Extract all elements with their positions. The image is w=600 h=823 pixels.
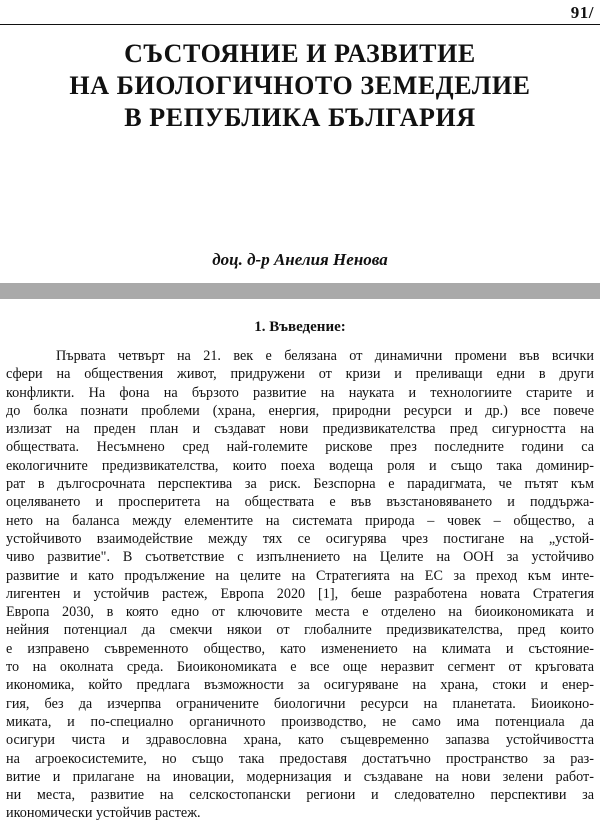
text-line: обществата. Несъмнено сред най-големите рискове през последните години са <box>6 439 594 456</box>
text-line: чиво развитие". В съответствие с изпълнението на Целите на ООН за устойчиво <box>6 549 594 566</box>
text-line: нето на баланса между елементите на системата природа – човек – общество, а <box>6 512 594 529</box>
section-heading: 1. Въведение: <box>254 319 346 335</box>
text-line: нейния потенциал да смекчи някои от глобалните предизвикателства, пред които <box>6 622 594 639</box>
text-line: витие и прилагане на иновации, модернизация и създаване на нови зелени работ- <box>6 768 594 785</box>
text-line: устойчивото взаимодействие между тях се осигурява чрез постигане на „устой- <box>6 530 594 547</box>
text-line: Първата четвърт на 21. век е белязана от динамични промени във всички <box>56 348 594 364</box>
text-line: икономика, който предлага възможности за осигуряване на храна, стоки и енер- <box>6 677 594 694</box>
text-line: оцеляването и просперитета на обществата е във възстановяването и поддържа- <box>6 494 594 511</box>
title-line: В РЕПУБЛИКА БЪЛГАРИЯ <box>124 103 476 132</box>
text-line: е изправено съвременното общество, като изменението на климата и състояние- <box>6 640 594 657</box>
page-number: 91/ <box>570 3 594 22</box>
text-line: развитие и като продължение на целите на Стратегията на ЕС за преход към инте- <box>6 567 594 584</box>
text-line: лигентен и устойчив растеж, Европа 2020 [1], беше разработена новата Стратегия <box>6 585 594 602</box>
author-name: доц. д-р Анелия Ненова <box>212 250 388 269</box>
text-line: осигури чиста и здравословна храна, като същевременно запазва устойчивостта <box>6 732 594 749</box>
text-line: миката, и по-специално органичното производство, не само има потенциала да <box>6 713 594 730</box>
article-title <box>40 38 560 134</box>
title-line: НА БИОЛОГИЧНОТО ЗЕМЕДЕЛИЕ <box>69 71 531 100</box>
text-line: до болка познати проблеми (храна, енергия, природни ресурси и др.) все повече <box>6 402 594 419</box>
text-line: на агроекосистемите, но също така предоставя достатъчно пространство за раз- <box>6 750 594 767</box>
text-line: икономически устойчив растеж. <box>6 805 201 822</box>
text-line: сфери на обществения живот, придружени от кризи и преливащи едни в други <box>6 366 594 383</box>
title-line: СЪСТОЯНИЕ И РАЗВИТИЕ <box>124 39 476 68</box>
text-line: то на околната среда. Биоикономиката е все още неразвит сегмент от кръговата <box>6 659 594 676</box>
page-header <box>0 0 600 26</box>
text-line: екологичните предизвикателства, които поеха водеща роля и също така доминир- <box>6 457 594 474</box>
text-line: гия, без да изчерпва ограничените биологични ресурси на планетата. Биоиконо- <box>6 695 594 712</box>
separator-band <box>0 283 600 299</box>
text-line: конфликти. На фона на бързото развитие на науката и технологиите старите и <box>6 384 594 401</box>
body-paragraph <box>6 347 594 823</box>
header-rule <box>0 24 600 25</box>
text-line: рат в дългосрочната перспектива за риск. Безспорна е парадигмата, че пътят към <box>6 476 594 493</box>
text-line: Европа 2030, в която едно от ключовите места е отделено на биоикономиката и <box>6 604 594 621</box>
text-line: ни места, развитие на селскостопански региони и следователно перспективи за <box>6 787 594 804</box>
text-line: излизат на преден план и създават нови предизвикателства пред сигурността на <box>6 421 594 438</box>
